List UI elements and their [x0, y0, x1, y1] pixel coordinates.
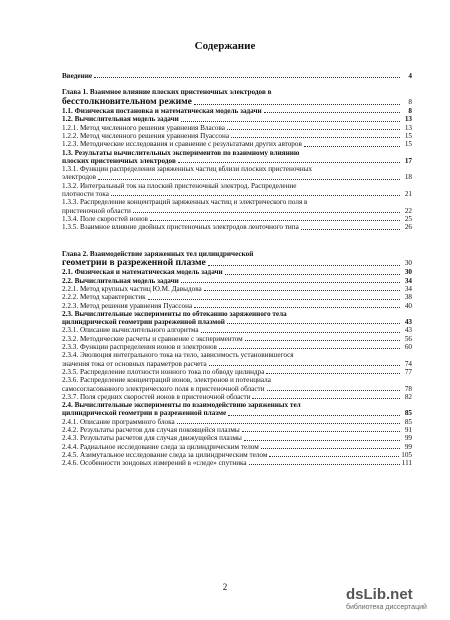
toc-entry[interactable]: 1.2.1. Метод численного решения уравнения Власова 13 [62, 123, 412, 132]
page-number: 2 [222, 582, 228, 592]
dslib-logo: dsLib.net [346, 586, 413, 603]
toc-entry[interactable]: 2.1. Физическая и математическая модель задачи 30 [62, 268, 412, 277]
toc-entry[interactable]: 2.3.6. Распределение концентраций ионов, электронов и потенциала самосогласованного электрического поля в пристеночной области 78 [62, 376, 412, 393]
toc-entry[interactable]: 2.2.3. Метод решения уравнения Пуассона 40 [62, 301, 412, 310]
toc-chapter-1[interactable]: Глава 1. Взаимное влияние плоских пристеночных электродов в бесстолкновительном режиме 8 [62, 88, 412, 107]
table-of-contents [62, 72, 412, 467]
toc-entry[interactable]: 1.2. Вычислительная модель задачи 13 [62, 115, 412, 124]
toc-entry[interactable]: 2.3.1. Описание вычислительного алгоритма 43 [62, 326, 412, 335]
toc-entry[interactable]: 2.4.3. Результаты расчетов для случая движущейся плазмы 99 [62, 434, 412, 443]
toc-entry[interactable]: 2.2.2. Метод характеристик 38 [62, 293, 412, 302]
toc-chapter-2[interactable]: Глава 2. Взаимодействие заряженных тел цилиндрической геометрии в разреженной плазме 30 [62, 249, 412, 268]
toc-entry[interactable]: 2.3.3. Функции распределения ионов и электронов 60 [62, 343, 412, 352]
toc-entry[interactable]: 1.3.2. Интегральный ток на плоский пристеночный электрод. Распределение плотности тока 21 [62, 181, 412, 199]
toc-entry-intro[interactable]: Введение 4 [62, 72, 412, 80]
toc-entry[interactable]: 1.3.3. Распределение концентраций заряженных частиц и электрического поля в пристеночной области 22 [62, 198, 412, 215]
toc-entry[interactable]: 1.2.2. Метод численного решения уравнения Пуассона 15 [62, 131, 412, 140]
watermark-logo [346, 587, 436, 611]
toc-entry[interactable]: 1.3.1. Функции распределения заряженных частиц вблизи плоских пристеночных электродов 18 [62, 165, 412, 182]
toc-entry[interactable]: 1.3.4. Поле скоростей ионов 25 [62, 214, 412, 223]
toc-entry[interactable]: 2.3. Вычислительные эксперименты по обтеканию заряженного тела цилиндрической геометрии разреженной плазмой 43 [62, 309, 412, 327]
toc-entry[interactable]: 2.4. Вычислительные эксперименты по взаимодействию заряженных тел цилиндрической геометрии в разреженной плазме 85 [62, 401, 412, 418]
toc-entry[interactable]: 1.3. Результаты вычислительных экспериментов по взаимному влиянию плоских пристеночных электродов 17 [62, 148, 412, 165]
toc-entry[interactable]: 2.4.6. Особенности зондовых измерений в «следе» спутника 111 [62, 459, 412, 468]
toc-entry[interactable]: 2.3.5. Распределение плотности ионного тока по обводу цилиндра 77 [62, 367, 412, 376]
toc-entry[interactable]: 2.4.2. Результаты расчетов для случая покоящейся плазмы 91 [62, 425, 412, 434]
watermark-subtitle: библиотека диссертаций [346, 604, 427, 611]
toc-title: Содержание [194, 40, 256, 52]
toc-entry[interactable]: 2.3.7. Поля средних скоростей ионов в пристеночной области 82 [62, 392, 412, 401]
toc-entry[interactable]: 2.4.1. Описание программного блока 85 [62, 417, 412, 426]
toc-entry[interactable]: 2.3.2. Методические расчеты и сравнение с экспериментом 56 [62, 334, 412, 343]
toc-entry[interactable]: 1.3.5. Взаимное влияние двойных пристеночных электродов ленточного типа 26 [62, 223, 412, 232]
toc-entry[interactable]: 2.4.5. Азимутальное исследование следа за цилиндрическим телом 105 [62, 450, 412, 459]
toc-entry[interactable]: 1.2.3. Методические исследования и сравнение с результатами других авторов 15 [62, 140, 412, 149]
toc-entry[interactable]: 1.1. Физическая постановка и математическая модель задачи 8 [62, 107, 412, 116]
toc-entry[interactable]: 2.4.4. Радиальное исследование следа за цилиндрическим телом 99 [62, 442, 412, 451]
toc-entry[interactable]: 2.2. Вычислительная модель задачи 34 [62, 276, 412, 285]
toc-entry[interactable]: 2.2.1. Метод крупных частиц Ю.М. Давыдова 34 [62, 284, 412, 293]
toc-entry[interactable]: 2.3.4. Эволюция интегрального тока на тело, зависимость установившегося значения тока от основных параметров расчета 74 [62, 351, 412, 368]
